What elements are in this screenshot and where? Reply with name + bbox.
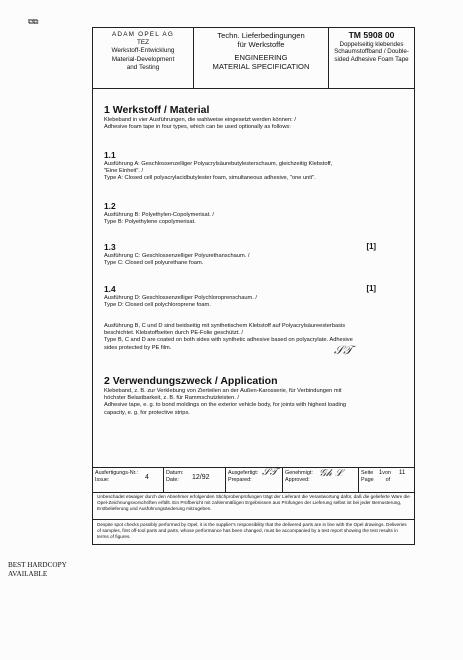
- section-1-intro-en: Adhesive foam tape in four types, which can be used optionally as follows:: [104, 124, 291, 131]
- revision-ref: [1]: [366, 284, 376, 293]
- section-2-line: capacity, e. g. for protective strips.: [104, 409, 190, 416]
- note-line: Type B, C and D are coated on both sides with synthetic adhesive based on polyacrylate. Adhesive: [104, 337, 353, 344]
- section-application: [104, 375, 404, 417]
- spec-title-1: Doppelseitig klebendes: [339, 41, 404, 48]
- item-1-4: [104, 284, 404, 309]
- hardcopy-stamp-line-2: AVAILABLE: [8, 569, 48, 578]
- footer-block: [93, 467, 414, 546]
- item-number: 1.4: [104, 284, 116, 294]
- title-en-1: ENGINEERING: [234, 53, 288, 62]
- date-label-en: Date:: [166, 477, 179, 483]
- issue-cell: [93, 468, 164, 492]
- title-de-2: für Werkstoffe: [237, 40, 285, 49]
- section-2-line: Klebeband, z. B. zur Verklebung von Zierteilen an der Außen-Karosserie, für Verbindungen mit: [104, 388, 342, 394]
- approved-label-de: Genehmigt:: [285, 470, 313, 476]
- margin-initials: 𝒮𝒯: [334, 343, 353, 357]
- item-note: [104, 323, 404, 352]
- note-line: sides protected by PE film.: [104, 344, 172, 351]
- item-number: 1.1: [104, 150, 116, 160]
- company-name: ADAM OPEL AG: [111, 31, 175, 38]
- disclaimer-de: Unbeschadet etwaiger durch den Abnehmer erfolgenden Stichprobenprüfungen trägt der Lieferant die Verantwortung dafür, daß die gelieferte Ware die Opel-Zeichnungsvorschriften erfüllt. Ein Prüfbericht mit zahlenmäßigen Ergebnissen aus Prüfungen der Lieferung selbst ist bei jeder Bemusterung, Erstbelieferung und Ausführungsänderung mitzugeben.: [93, 493, 414, 520]
- dept-code: TEZ: [136, 39, 150, 47]
- item-number: 1.2: [104, 201, 116, 211]
- section-2-line: höchster Belastbarkeit, z. B. für Rammschutzleisten. /: [104, 395, 239, 402]
- header-block: [93, 28, 414, 89]
- header-spec-cell: [329, 28, 414, 88]
- section-1-intro-de: Klebeband in vier Ausführungen, die wahlweise eingesetzt werden können: /: [104, 117, 296, 123]
- item-line: Type C: Closed cell polyurethane foam.: [104, 260, 204, 267]
- section-material: [104, 104, 404, 131]
- item-line: Ausführung B: Polyethylen-Copolymerisat. /: [104, 212, 215, 218]
- item-number: 1.3: [104, 242, 116, 252]
- page-of-en: of: [385, 477, 391, 483]
- title-de-1: Techn. Lieferbedingungen: [217, 31, 305, 40]
- spec-number: TM 5908 00: [348, 30, 395, 40]
- item-line: Ausführung A: Geschlossenzelliger Polyacrylsäurebutylesterschaum, gleichzeitig Klebstoff,: [104, 161, 333, 167]
- dept-name-en-1: Material-Development: [111, 55, 175, 63]
- revision-ref: [1]: [366, 242, 376, 251]
- page-cell: [359, 468, 414, 492]
- item-1-1: [104, 150, 404, 183]
- approved-cell: [283, 468, 359, 492]
- header-title-cell: [194, 28, 329, 88]
- page-of-de: von: [382, 470, 391, 476]
- spec-title-2: Schaumstoffband / Double-: [334, 48, 409, 56]
- corner-mark: ⧉⧉: [28, 17, 38, 26]
- page-total: 11: [399, 470, 406, 476]
- issue-value: 4: [145, 474, 149, 481]
- item-line: Ausführung C: Geschlossenzelliger Polyurethanschaum. /: [104, 253, 250, 259]
- spec-frame: [92, 27, 415, 545]
- approved-signature: 𝒢𝒽 ℒ: [319, 468, 343, 479]
- item-line: Type A: Closed cell polyacrylacidbutylester foam, simultaneous adhesive, "one unit".: [104, 175, 316, 182]
- dept-name: Werkstoff-Entwicklung: [111, 47, 175, 55]
- header-dept-cell: [93, 28, 194, 88]
- hardcopy-stamp: [8, 561, 67, 578]
- approval-row: [93, 468, 414, 493]
- prepared-signature: 𝒮𝒯: [262, 467, 278, 478]
- prepared-cell: [226, 468, 283, 492]
- dept-name-en-2: and Testing: [126, 63, 160, 71]
- hardcopy-stamp-line-1: BEST HARDCOPY: [8, 561, 67, 569]
- prepared-label-de: Ausgefertigt:: [228, 470, 259, 476]
- item-line: Ausführung D: Geschlossenzelliger Polychloroprenschaum. /: [104, 295, 258, 301]
- date-value: 12/92: [192, 474, 210, 481]
- item-line: Type D: Closed cell polychloroprene foam.: [104, 302, 211, 309]
- note-line: Ausführung B, C und D sind beidseitig mit synthetischem Klebstoff auf Polyacrylsäureesterbasis: [104, 323, 346, 329]
- approved-label-en: Approved:: [285, 477, 310, 483]
- page-label-de: Seite: [361, 470, 374, 476]
- date-label-de: Datum:: [166, 470, 184, 476]
- date-cell: [164, 468, 226, 492]
- issue-label-de: Ausfertigungs-Nr.:: [95, 470, 139, 476]
- title-en-2: MATERIAL SPECIFICATION: [212, 62, 310, 71]
- page-label-en: Page: [361, 477, 374, 483]
- section-2-line: Adhesive tape, e. g. to bond moldings on the exterior vehicle body, for joints with highest loading: [104, 402, 347, 409]
- item-1-3: [104, 242, 404, 267]
- page-value: 1: [379, 470, 383, 476]
- item-line: "Eine Einheit". /: [104, 168, 144, 175]
- disclaimer-en: Despite spot checks possibly performed by Opel, it is the supplier's responsibility that the delivered parts are in line with the Opel drawings. Deliveries of samples, first off-tool parts and parts, whose performance has been changed, must be accompanied by a test report showing the test results in terms of figures.: [97, 522, 407, 540]
- item-1-2: [104, 201, 404, 226]
- note-line: beschichtet. Klebstoffseiten durch PE-Folie geschützt. /: [104, 330, 243, 337]
- item-line: Type B: Polyethylene copolymerisat.: [104, 219, 196, 226]
- section-1-heading: 1 Werkstoff / Material: [104, 104, 210, 116]
- issue-label-en: Issue:: [95, 477, 110, 483]
- section-2-heading: 2 Verwendungszweck / Application: [104, 375, 278, 387]
- spec-title-3: sided Adhesive Foam Tape: [334, 55, 409, 63]
- prepared-label-en: Prepared:: [228, 477, 252, 483]
